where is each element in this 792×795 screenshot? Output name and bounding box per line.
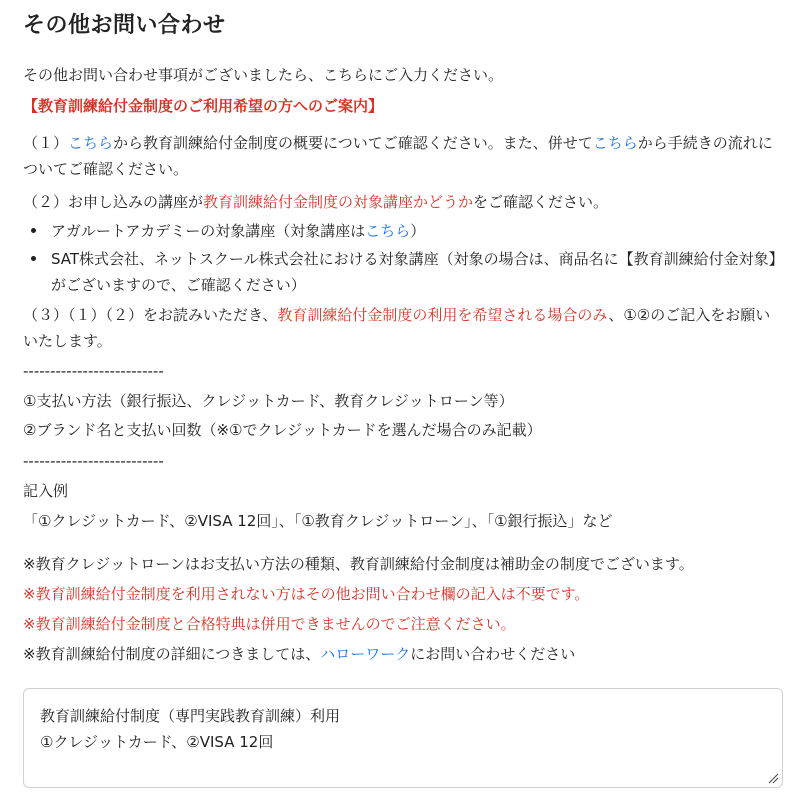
example-label: 記入例 [23, 482, 69, 500]
section-title: その他お問い合わせ [23, 13, 226, 38]
note4-suffix: にお問い合わせください [410, 645, 576, 663]
step2-red-text: 教育訓練給付金制度の対象講座かどうか [203, 193, 474, 211]
step3-prefix: （３）（１）（２）をお読みいただき、 [23, 306, 278, 324]
bullet1-end: ） [410, 222, 426, 240]
step2-prefix: （２）お申し込みの講座が [23, 193, 204, 211]
notice-heading: 【教育訓練給付金制度のご利用希望の方へのご案内】 [23, 97, 384, 115]
note-not-combinable: ※教育訓練給付金制度と合格特典は併用できませんのでご注意ください。 [23, 615, 516, 633]
brand-installment-item: ②ブランド名と支払い回数（※①でクレジットカードを選んだ場合のみ記載） [23, 421, 542, 439]
hellowork-link[interactable]: ハローワーク [320, 645, 411, 663]
note-not-required: ※教育訓練給付金制度を利用されない方はその他お問い合わせ欄の記入は不要です。 [23, 585, 590, 603]
divider-top: -------------------------- [23, 362, 164, 380]
step2-line [23, 191, 608, 213]
step2-suffix: をご確認ください。 [473, 193, 609, 211]
payment-method-item: ①支払い方法（銀行振込、クレジットカード、教育クレジットローン等） [23, 392, 514, 410]
step1-text2: から手続きの流れについてご確認ください。 [23, 134, 773, 178]
inquiry-textarea[interactable]: 教育訓練給付制度（専門実践教育訓練）利用 ①クレジットカード、②VISA 12回 [23, 688, 783, 788]
note4-prefix: ※教育訓練給付制度の詳細につきましては、 [23, 645, 321, 663]
step1-text1: から教育訓練給付金制度の概要についてご確認ください。また、併せて [113, 134, 593, 152]
note-loan: ※教育クレジットローンはお支払い方法の種類、教育訓練給付金制度は補助金の制度でございます。 [23, 555, 694, 573]
intro-text: その他お問い合わせ事項がございましたら、こちらにご入力ください。 [23, 66, 504, 84]
example-text: 「①クレジットカード、②VISA 12回」、「①教育クレジットローン」、「①銀行振込」など [23, 512, 613, 530]
note-hellowork [23, 643, 575, 665]
step3-suffix: 、①②のご記入をお願いいたします。 [23, 306, 771, 350]
overview-link[interactable]: こちら [68, 134, 114, 152]
step3-paragraph [23, 302, 785, 354]
bullet1-text: アガルートアカデミーの対象講座（対象講座は [51, 222, 366, 240]
procedure-link[interactable]: こちら [592, 134, 638, 152]
bullet2-text: SAT株式会社、ネットスクール株式会社における対象講座（対象の場合は、商品名に【教育訓練給付金対象】がございますので、ご確認ください） [51, 250, 784, 294]
step3-red-text: 教育訓練給付金制度の利用を希望される場合のみ [277, 306, 609, 324]
target-courses-link[interactable]: こちら [365, 222, 411, 240]
list-item [51, 246, 785, 298]
step2-bullet-list [51, 218, 785, 298]
resize-handle-icon[interactable] [767, 772, 779, 784]
divider-bottom: -------------------------- [23, 452, 164, 470]
step1-prefix: （１） [23, 134, 69, 152]
step1-paragraph [23, 130, 785, 182]
list-item [51, 218, 785, 244]
